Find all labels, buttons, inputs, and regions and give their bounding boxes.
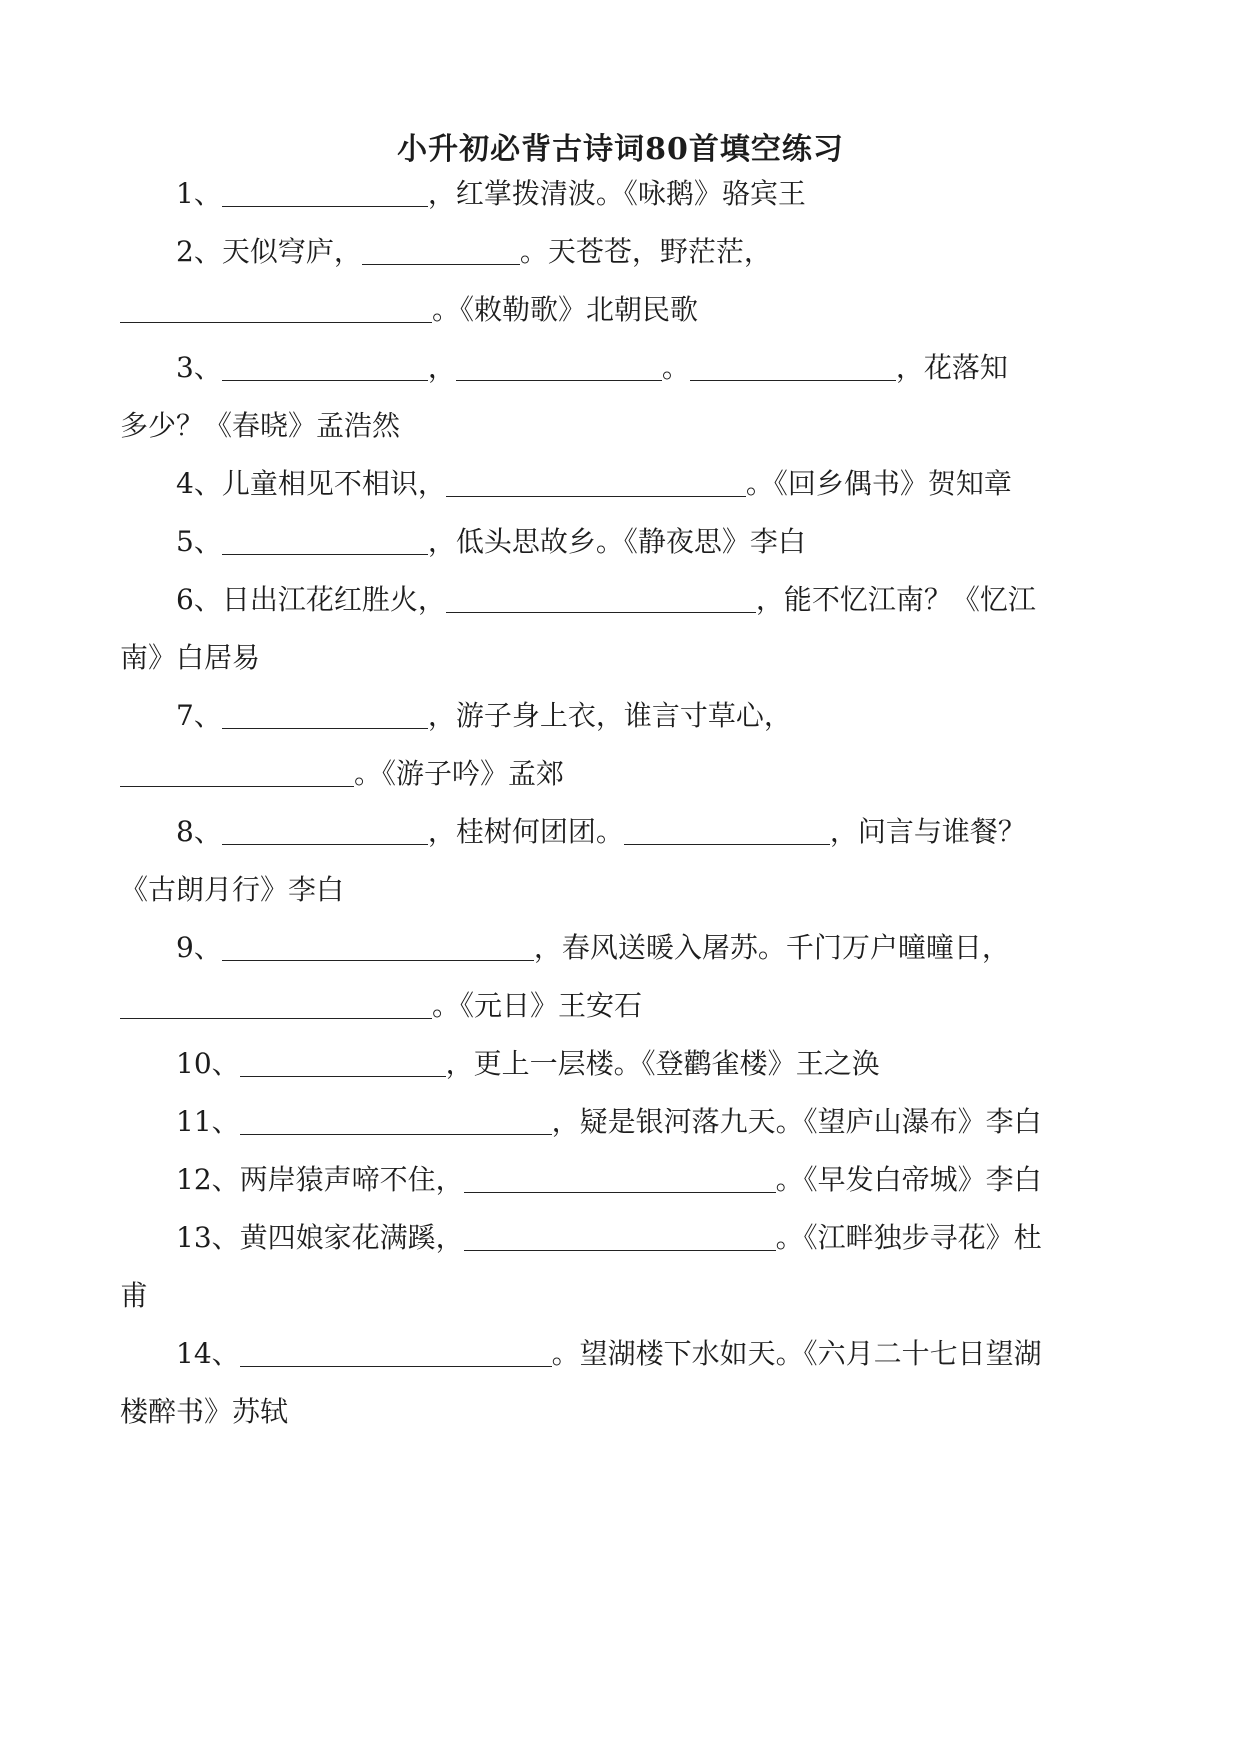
question-line: 13、黄四娘家花满蹊， 。《江畔独步寻花》杜 — [176, 1221, 1042, 1254]
question-line: 4、儿童相见不相识， 。《回乡偶书》贺知章 — [176, 467, 1012, 500]
question-line: 5、 ，低头思故乡。《静夜思》李白 — [176, 525, 806, 558]
question-13 — [0, 1216, 1241, 1346]
answer-blank[interactable] — [362, 234, 520, 265]
answer-blank[interactable] — [222, 698, 428, 729]
answer-blank[interactable] — [464, 1162, 776, 1193]
question-line: 14、 。望湖楼下水如天。《六月二十七日望湖 — [176, 1337, 1042, 1370]
question-line: 1、 ，红掌拨清波。《咏鹅》骆宾王 — [176, 177, 806, 210]
answer-blank[interactable] — [446, 466, 746, 497]
question-line: 2、天似穹庐， 。天苍苍，野茫茫， — [176, 235, 772, 268]
question-9 — [0, 926, 1241, 1056]
answer-blank[interactable] — [222, 814, 428, 845]
question-6 — [0, 578, 1241, 708]
answer-blank[interactable] — [120, 756, 354, 787]
question-line: 6、日出江花红胜火， ，能不忆江南？《忆江 — [176, 583, 1036, 616]
answer-blank[interactable] — [222, 176, 428, 207]
question-8 — [0, 810, 1241, 940]
question-line: 。《敕勒歌》北朝民歌 — [120, 288, 1120, 332]
answer-blank[interactable] — [222, 930, 534, 961]
answer-blank[interactable] — [464, 1220, 776, 1251]
question-7 — [0, 694, 1241, 824]
question-line: 10、 ，更上一层楼。《登鹳雀楼》王之涣 — [176, 1047, 880, 1080]
answer-blank[interactable] — [456, 350, 662, 381]
question-line: 《古朗月行》李白 — [120, 873, 345, 906]
answer-blank[interactable] — [120, 988, 432, 1019]
answer-blank[interactable] — [222, 350, 428, 381]
question-line: 9、 ，春风送暖入屠苏。千门万户曈曈日， — [176, 931, 1010, 964]
question-line: 12、两岸猿声啼不住， 。《早发白帝城》李白 — [176, 1163, 1042, 1196]
answer-blank[interactable] — [240, 1046, 446, 1077]
question-2 — [0, 230, 1241, 360]
question-line: 7、 ，游子身上衣，谁言寸草心， — [176, 699, 792, 732]
answer-blank[interactable] — [222, 524, 428, 555]
question-line: 甫 — [120, 1279, 149, 1312]
answer-blank[interactable] — [240, 1336, 552, 1367]
question-line: 11、 ，疑是银河落九天。《望庐山瀑布》李白 — [176, 1105, 1042, 1138]
answer-blank[interactable] — [624, 814, 830, 845]
question-line: 南》白居易 — [120, 641, 261, 674]
answer-blank[interactable] — [446, 582, 756, 613]
question-14 — [0, 1332, 1241, 1462]
answer-blank[interactable] — [120, 292, 432, 323]
question-line: 。《游子吟》孟郊 — [120, 752, 1120, 796]
answer-blank[interactable] — [690, 350, 896, 381]
question-line: 3、 ， 。 ，花落知 — [176, 351, 1008, 384]
answer-blank[interactable] — [240, 1104, 552, 1135]
question-line: 8、 ，桂树何团团。 ，问言与谁餐？ — [176, 815, 1026, 848]
question-line: 。《元日》王安石 — [120, 984, 1120, 1028]
question-3 — [0, 346, 1241, 476]
question-line: 多少？《春晓》孟浩然 — [120, 409, 401, 442]
page-title: 小升初必背古诗词80首填空练习 — [397, 132, 844, 167]
question-line: 楼醉书》苏轼 — [120, 1395, 289, 1428]
